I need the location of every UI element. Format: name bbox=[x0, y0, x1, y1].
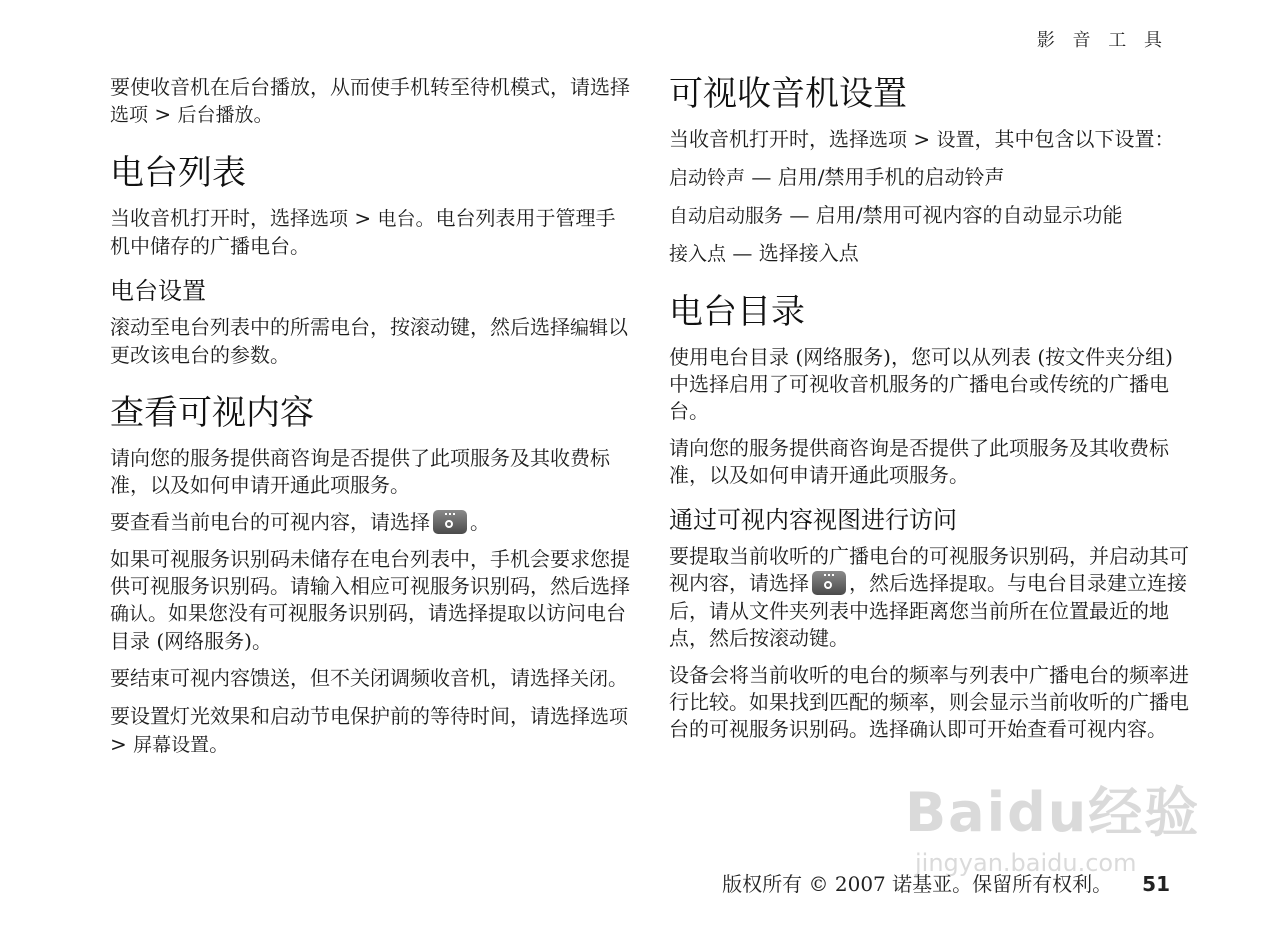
paragraph-station-list bbox=[110, 205, 630, 260]
paragraph-settings-intro bbox=[669, 126, 1189, 154]
text: — 启用/禁用可视内容的自动显示功能 bbox=[783, 203, 1123, 227]
text: 要查看当前电台的可视内容，请选择 bbox=[110, 510, 430, 534]
text: 如果可视服务识别码未储存在电台列表中，手机会要求您提供可视服务识别码。请输入相应可视服务识别码，然后选择 bbox=[110, 547, 630, 598]
text: 。 bbox=[253, 102, 274, 126]
paragraph-station-settings bbox=[110, 314, 630, 369]
heading-station-directory: 电台目录 bbox=[669, 292, 805, 332]
ui-term-close: 关闭 bbox=[570, 668, 609, 690]
paragraph-service-inquiry: 请向您的服务提供商咨询是否提供了此项服务及其收费标准，以及如何申请开通此项服务。 bbox=[669, 436, 1169, 487]
text: > bbox=[348, 206, 378, 230]
text: 以更改该电台的参数。 bbox=[110, 315, 629, 367]
paragraph-service-inquiry: 请向您的服务提供商咨询是否提供了此项服务及其收费标准，以及如何申请开通此项服务。 bbox=[110, 446, 610, 497]
heading-station-list: 电台列表 bbox=[110, 153, 246, 193]
ui-term-startup-tone: 启动铃声 bbox=[669, 167, 746, 189]
copyright-text: 版权所有 © 2007 诺基亚。保留所有权利。 bbox=[722, 872, 1113, 896]
text: 即可开始查看可视内容。 bbox=[947, 717, 1168, 741]
text: > bbox=[148, 102, 178, 126]
ui-term-edit: 编辑 bbox=[570, 317, 609, 339]
text: 当收音机打开时，选择 bbox=[110, 206, 310, 230]
right-column bbox=[669, 74, 1189, 754]
heading-station-settings: 电台设置 bbox=[110, 277, 206, 305]
ui-term-settings: 设置 bbox=[936, 129, 975, 151]
heading-access-via-visual-view: 通过可视内容视图进行访问 bbox=[669, 506, 957, 534]
setting-auto-start-service bbox=[669, 202, 1189, 230]
text: 。 bbox=[470, 510, 490, 534]
setting-access-point bbox=[669, 240, 1189, 268]
text: > bbox=[907, 127, 937, 151]
ui-term-stations: 电台 bbox=[377, 208, 416, 230]
ui-term-background-play: 后台播放 bbox=[177, 104, 254, 126]
paragraph-service-id bbox=[110, 546, 630, 655]
heading-visual-radio-settings: 可视收音机设置 bbox=[669, 74, 907, 114]
paragraph-directory-intro: 使用电台目录 (网络服务)，您可以从列表 (按文件夹分组) 中选择启用了可视收音机服务的广播电台或传统的广播电台。 bbox=[669, 345, 1173, 423]
paragraph-display-settings bbox=[110, 703, 630, 759]
baidu-watermark bbox=[905, 770, 1200, 877]
paragraph-view-current bbox=[110, 509, 630, 536]
paragraph-end-feed bbox=[110, 665, 630, 693]
text: 要设置灯光效果和启动节电保护前的等待时间，请选择 bbox=[110, 704, 590, 728]
text: 设备会将当前收听的电台的频率与列表中广播电台的频率进行比较。如果找到匹配的频率，则会显示当前收听的广播电台的可视服务识别码。选择 bbox=[669, 663, 1189, 741]
ui-term-access-point: 接入点 bbox=[669, 243, 727, 265]
paragraph-background-play bbox=[110, 74, 630, 129]
text: 。电台列表用于管理手机中储存的广播电台。 bbox=[110, 206, 616, 258]
visual-radio-key-icon bbox=[812, 571, 846, 595]
ui-term-options: 选项 bbox=[110, 104, 149, 126]
text: 。 bbox=[209, 732, 230, 756]
text: 以访问电台目录 (网络服务)。 bbox=[110, 601, 627, 653]
text: 。与电台目录建立连接后，请从文件夹列表中选择距离您当前所在位置最近的地点，然后按滚动键。 bbox=[669, 571, 1188, 650]
paragraph-frequency-compare bbox=[669, 662, 1189, 744]
ui-term-auto-start: 自动启动服务 bbox=[669, 205, 784, 227]
page-footer bbox=[722, 868, 1170, 897]
ui-term-options: 选项 bbox=[310, 208, 349, 230]
text: 滚动至电台列表中的所需电台，按滚动键，然后选择 bbox=[110, 315, 570, 339]
text: ，其中包含以下设置： bbox=[974, 127, 1175, 151]
ui-term-confirm: 确认 bbox=[909, 719, 948, 741]
text: — 选择接入点 bbox=[726, 241, 859, 265]
text: ，然后选择 bbox=[849, 571, 949, 595]
text: > bbox=[110, 732, 134, 756]
text: 要结束可视内容馈送，但不关闭调频收音机，请选择 bbox=[110, 666, 570, 690]
watermark-logo: Baidu经验 bbox=[905, 781, 1201, 844]
paragraph-retrieve-id bbox=[669, 543, 1189, 652]
text: 当收音机打开时，选择 bbox=[669, 127, 869, 151]
ui-term-confirm: 确认 bbox=[110, 603, 149, 625]
setting-startup-tone bbox=[669, 164, 1189, 192]
text: 。 bbox=[608, 666, 629, 690]
left-column bbox=[110, 74, 630, 769]
ui-term-retrieve: 提取 bbox=[488, 603, 527, 625]
watermark-url: jingyan.baidu.com bbox=[915, 849, 1137, 877]
text: — 启用/禁用手机的启动铃声 bbox=[745, 165, 1005, 189]
text: 。如果您没有可视服务识别码，请选择 bbox=[148, 601, 489, 625]
ui-term-display-settings: 屏幕设置 bbox=[133, 734, 210, 756]
ui-term-options: 选项 bbox=[590, 706, 629, 728]
text: 要提取当前收听的广播电台的可视服务识别码，并启动其可视内容，请选择 bbox=[669, 544, 1189, 595]
text: 要使收音机在后台播放，从而使手机转至待机模式，请选择 bbox=[110, 75, 630, 99]
ui-term-options: 选项 bbox=[869, 129, 908, 151]
heading-view-visual-content: 查看可视内容 bbox=[110, 393, 314, 433]
ui-term-retrieve: 提取 bbox=[949, 573, 988, 595]
section-header: 影 音 工 具 bbox=[1036, 30, 1168, 51]
page-number: 51 bbox=[1142, 872, 1170, 896]
visual-radio-key-icon bbox=[433, 510, 467, 534]
